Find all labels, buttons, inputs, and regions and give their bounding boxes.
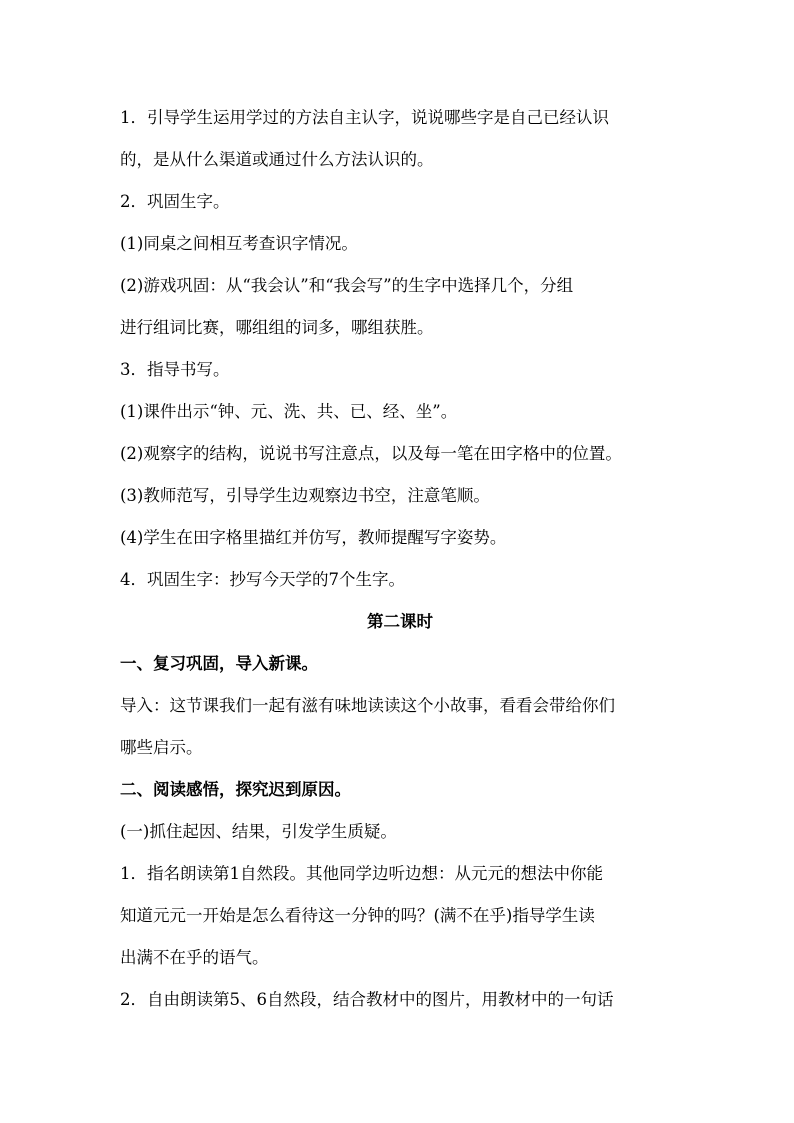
lesson-heading: 第二课时 — [367, 612, 433, 631]
paragraph-line: 哪些启示。 — [120, 738, 203, 757]
paragraph-line: (3)教师范写，引导学生边观察边书空，注意笔顺。 — [120, 486, 490, 505]
section-item: 2．巩固生字。 — [120, 192, 230, 211]
paragraph-line: (2)观察字的结构，说说书写注意点，以及每一笔在田字格中的位置。 — [120, 444, 622, 463]
section-heading: 二、阅读感悟，探究迟到原因。 — [120, 780, 351, 799]
paragraph-line: 1．引导学生运用学过的方法自主认字，说说哪些字是自己已经认识 — [120, 108, 609, 127]
section-heading: 一、复习巩固，导入新课。 — [120, 654, 318, 673]
paragraph-line: (1)同桌之间相互考查识字情况。 — [120, 234, 358, 253]
paragraph-line: (1)课件出示“钟、元、洗、共、已、经、坐”。 — [120, 402, 458, 421]
paragraph-line: 1．指名朗读第1自然段。其他同学边听边想：从元元的想法中你能 — [120, 864, 603, 883]
paragraph-line: 知道元元一开始是怎么看待这一分钟的吗？(满不在乎)指导学生读 — [120, 906, 595, 925]
paragraph-line: (4)学生在田字格里描红并仿写，教师提醒写字姿势。 — [120, 528, 507, 547]
section-item: 4．巩固生字：抄写今天学的7个生字。 — [120, 570, 405, 589]
paragraph-line: (2)游戏巩固：从“我会认”和“我会写”的生字中选择几个，分组 — [120, 276, 574, 295]
paragraph-line: 进行组词比赛，哪组组的词多，哪组获胜。 — [120, 318, 434, 337]
paragraph-line: 出满不在乎的语气。 — [120, 948, 269, 967]
subsection-heading: (一)抓住起因、结果，引发学生质疑。 — [120, 822, 397, 841]
section-item: 3．指导书写。 — [120, 360, 230, 379]
paragraph-line: 2．自由朗读第5、6自然段，结合教材中的图片，用教材中的一句话 — [120, 990, 614, 1009]
paragraph-line: 的，是从什么渠道或通过什么方法认识的。 — [120, 150, 434, 169]
paragraph-line: 导入：这节课我们一起有滋有味地读读这个小故事，看看会带给你们 — [120, 696, 615, 715]
